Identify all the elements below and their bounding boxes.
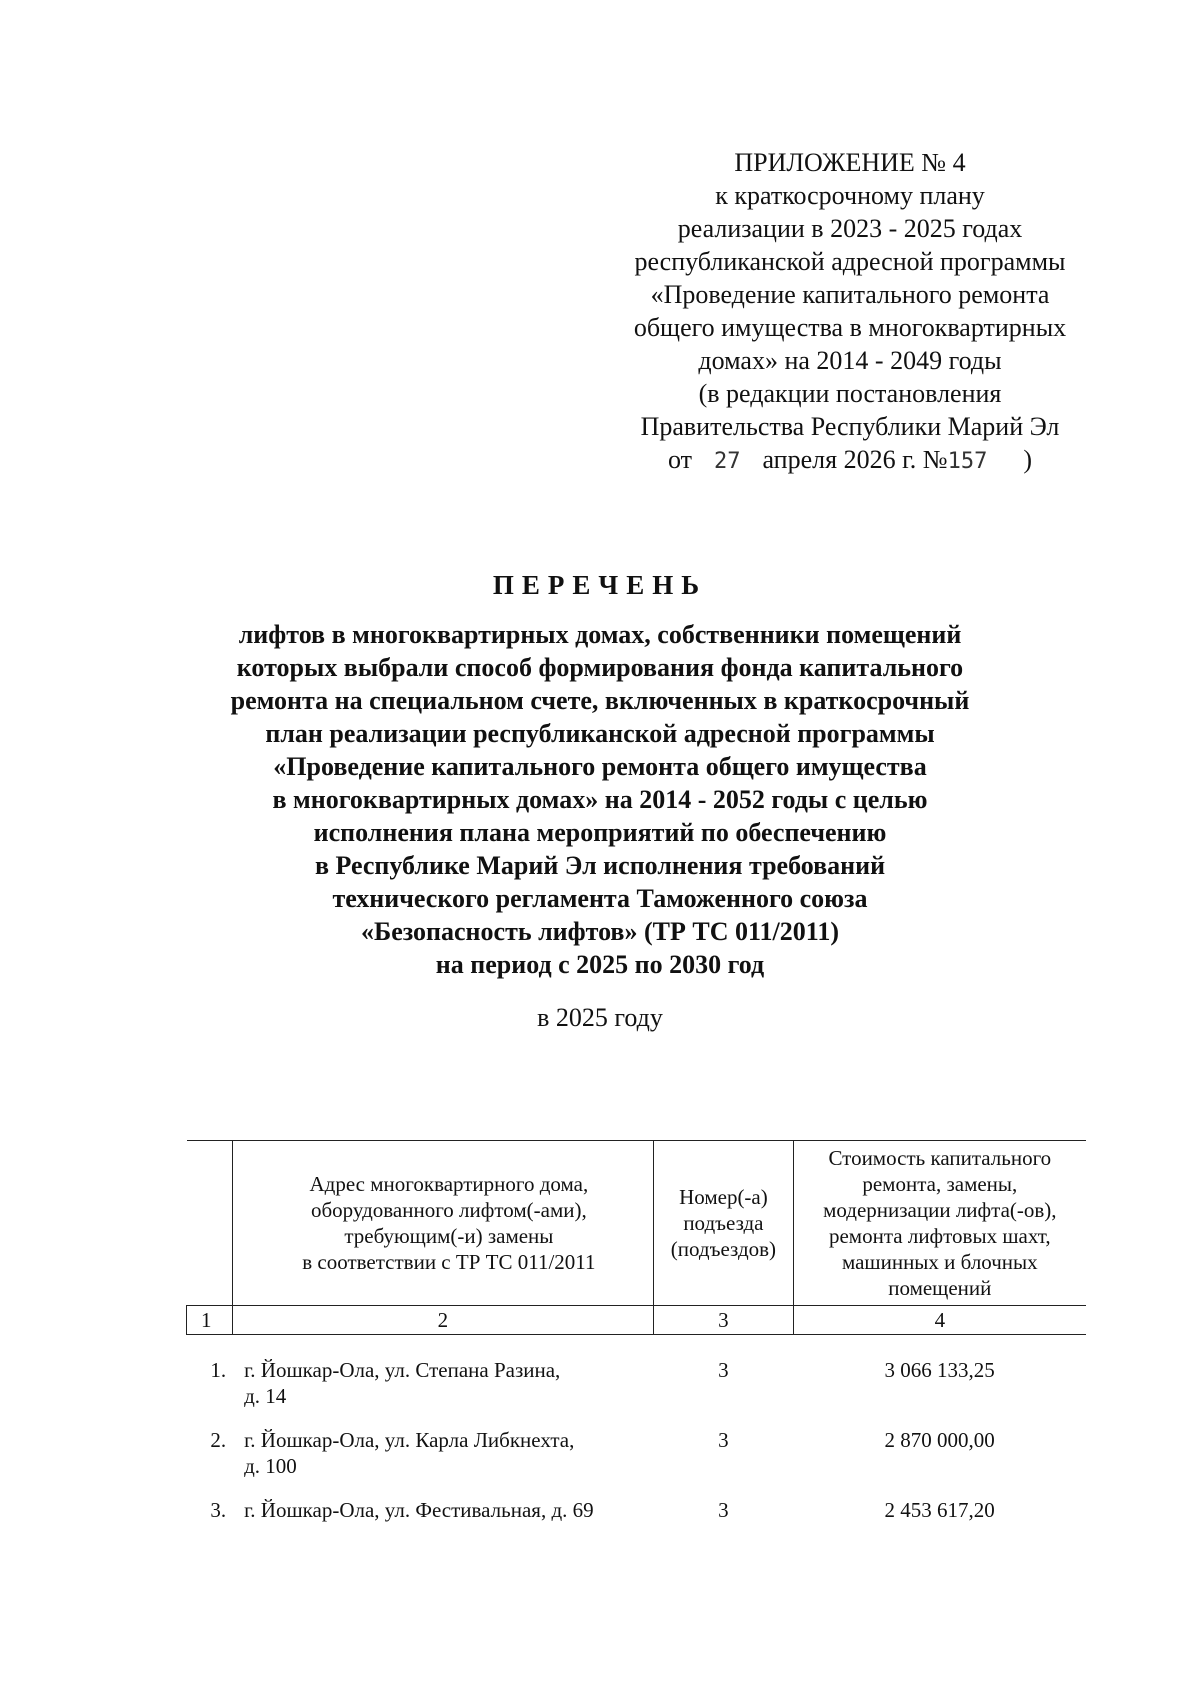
row-number: 1. xyxy=(210,1358,227,1382)
header-cost-line: модернизации лифта(-ов), xyxy=(823,1198,1057,1222)
appendix-date-line xyxy=(600,443,1100,478)
header-cost xyxy=(793,1141,1086,1306)
subtitle-line: технического регламента Таможенного союза xyxy=(332,884,868,913)
subtitle-line: на период с 2025 по 2030 год xyxy=(435,950,765,979)
row-address xyxy=(232,1335,654,1410)
row-entrance: 3 xyxy=(718,1428,729,1452)
document-subtitle xyxy=(180,618,1020,981)
header-entrance xyxy=(654,1141,793,1306)
table-header-row xyxy=(187,1141,1087,1306)
date-suffix: ) xyxy=(1023,445,1033,474)
column-number-row xyxy=(187,1306,1087,1335)
subtitle-line: которых выбрали способ формирования фонда капитального xyxy=(236,653,964,682)
document-heading: ПЕРЕЧЕНЬ xyxy=(492,570,708,600)
year-label: в 2025 году xyxy=(537,1003,663,1032)
appendix-line: республиканской адресной программы xyxy=(634,247,1066,276)
row-address-line: д. 100 xyxy=(244,1454,297,1478)
header-address-line: Адрес многоквартирного дома, xyxy=(309,1172,589,1196)
subtitle-line: план реализации республиканской адресной программы xyxy=(265,719,935,748)
appendix-line: реализации в 2023 - 2025 годах xyxy=(677,214,1023,243)
date-prefix: от xyxy=(667,445,692,474)
row-address xyxy=(232,1409,654,1479)
subtitle-line: в Республике Марий Эл исполнения требований xyxy=(314,851,886,880)
header-entrance-line: (подъездов) xyxy=(670,1237,777,1261)
table-row xyxy=(187,1409,1087,1479)
subtitle-line: лифтов в многоквартирных домах, собственники помещений xyxy=(238,620,962,649)
date-number: 157 xyxy=(947,449,988,474)
appendix-line: к краткосрочному плану xyxy=(715,181,985,210)
row-address-line: г. Йошкар-Ола, ул. Степана Разина, xyxy=(244,1358,561,1382)
header-address-line: требующим(-и) замены xyxy=(344,1224,554,1248)
header-address-line: в соответствии с ТР ТС 011/2011 xyxy=(302,1250,596,1274)
subtitle-line: «Безопасность лифтов» (ТР ТС 011/2011) xyxy=(361,917,839,946)
header-cost-line: машинных и блочных xyxy=(841,1250,1038,1274)
subtitle-line: в многоквартирных домах» на 2014 - 2052 годы с целью xyxy=(272,785,928,814)
column-number: 3 xyxy=(654,1306,793,1335)
appendix-block xyxy=(600,146,1100,478)
header-cost-line: помещений xyxy=(888,1276,992,1300)
header-number xyxy=(187,1141,233,1306)
row-entrance: 3 xyxy=(718,1358,729,1382)
row-number: 2. xyxy=(210,1428,227,1452)
subtitle-line: исполнения плана мероприятий по обеспечению xyxy=(313,818,887,847)
elevator-table xyxy=(186,1140,1086,1523)
row-address xyxy=(232,1479,654,1523)
appendix-line: домах» на 2014 - 2049 годы xyxy=(698,346,1002,375)
header-cost-line: ремонта, замены, xyxy=(862,1172,1018,1196)
column-number: 2 xyxy=(232,1306,654,1335)
row-address-line: г. Йошкар-Ола, ул. Фестивальная, д. 69 xyxy=(244,1498,594,1522)
column-number: 1 xyxy=(187,1306,233,1335)
table-row xyxy=(187,1335,1087,1410)
subtitle-line: ремонта на специальном счете, включенных в краткосрочный xyxy=(230,686,970,715)
date-mid: апреля 2026 г. № xyxy=(762,445,948,474)
row-address-line: г. Йошкар-Ола, ул. Карла Либкнехта, xyxy=(244,1428,575,1452)
appendix-line: «Проведение капитального ремонта xyxy=(650,280,1050,309)
column-number: 4 xyxy=(793,1306,1086,1335)
header-entrance-line: Номер(-а) xyxy=(679,1185,768,1209)
row-entrance: 3 xyxy=(718,1498,729,1522)
header-cost-line: Стоимость капитального xyxy=(828,1146,1052,1170)
header-entrance-line: подъезда xyxy=(683,1211,764,1235)
appendix-line: Правительства Республики Марий Эл xyxy=(640,412,1060,441)
table-row xyxy=(187,1479,1087,1523)
header-address-line: оборудованного лифтом(-ами), xyxy=(311,1198,587,1222)
subtitle-line: «Проведение капитального ремонта общего имущества xyxy=(273,752,927,781)
row-cost: 2 870 000,00 xyxy=(884,1428,995,1452)
date-day: 27 xyxy=(713,449,741,474)
row-address-line: д. 14 xyxy=(244,1384,287,1408)
row-number: 3. xyxy=(210,1498,227,1522)
appendix-line: общего имущества в многоквартирных xyxy=(633,313,1067,342)
appendix-line: (в редакции постановления xyxy=(698,379,1002,408)
row-cost: 2 453 617,20 xyxy=(884,1498,995,1522)
header-cost-line: ремонта лифтовых шахт, xyxy=(828,1224,1051,1248)
appendix-title: ПРИЛОЖЕНИЕ № 4 xyxy=(734,148,966,177)
header-address xyxy=(232,1141,654,1306)
row-cost: 3 066 133,25 xyxy=(884,1358,995,1382)
